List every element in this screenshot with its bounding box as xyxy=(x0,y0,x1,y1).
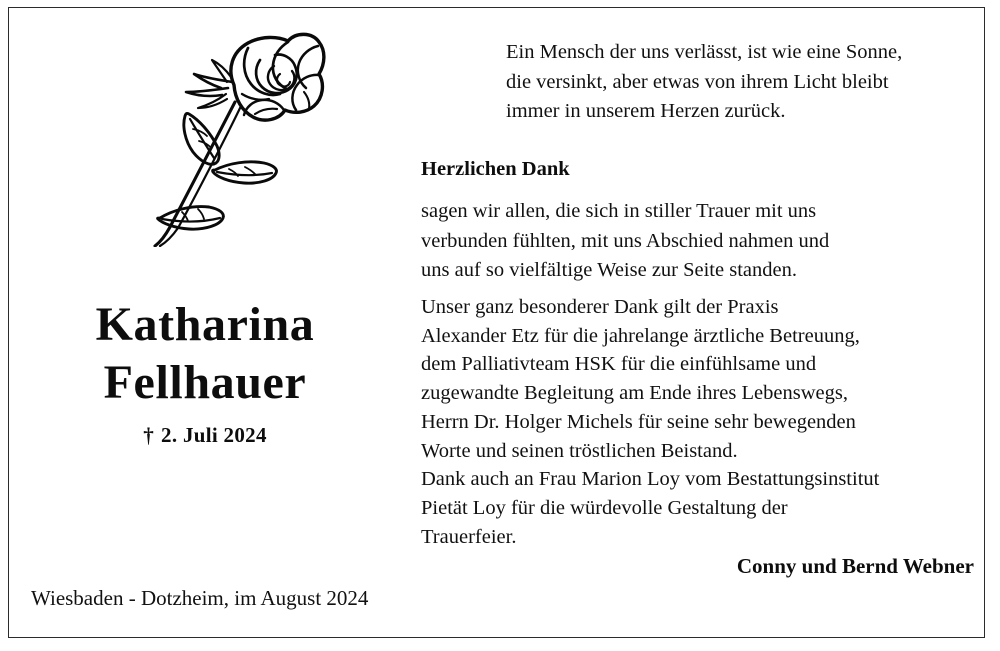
right-column xyxy=(409,8,984,637)
detail-line: Dank auch an Frau Marion Loy vom Bestattungsinstitut xyxy=(421,468,880,491)
rose-flower-icon xyxy=(114,22,329,247)
quote-line: Ein Mensch der uns verlässt, ist wie eine Sonne, xyxy=(506,41,903,63)
detail-line: Trauerfeier. xyxy=(421,525,517,548)
detail-line: Worte und seinen tröstlichen Beistand. xyxy=(421,439,738,462)
place-and-date: Wiesbaden - Dotzheim, im August 2024 xyxy=(31,586,369,610)
deceased-first-name: Katharina xyxy=(95,298,315,351)
left-column xyxy=(9,8,409,637)
signature-line: Conny und Bernd Webner xyxy=(736,554,974,578)
detail-line: Pietät Loy für die würdevolle Gestaltung der xyxy=(421,496,788,519)
detail-line: Alexander Etz für die jahrelange ärztliche Betreuung, xyxy=(421,324,860,347)
memorial-quote xyxy=(506,38,985,127)
thanks-line: verbunden fühlten, mit uns Abschied nahmen und xyxy=(421,229,830,252)
deceased-name-block xyxy=(9,296,401,448)
detail-line: dem Palliativteam HSK für die einfühlsame und xyxy=(421,353,817,376)
death-date-value: 2. Juli 2024 xyxy=(161,423,267,447)
death-date-line xyxy=(9,423,401,448)
quote-line: immer in unserem Herzen zurück. xyxy=(506,100,786,122)
detailed-thanks-paragraph xyxy=(421,293,966,551)
quote-line: die versinkt, aber etwas von ihrem Licht bleibt xyxy=(506,70,889,93)
detail-line: zugewandte Begleitung am Ende ihres Lebenswegs, xyxy=(421,382,848,405)
obituary-notice-card xyxy=(8,7,985,638)
thanks-paragraph xyxy=(421,197,941,286)
detail-line: Unser ganz besonderer Dank gilt der Praxis xyxy=(421,296,779,318)
thanks-line: uns auf so vielfältige Weise zur Seite standen. xyxy=(421,259,797,281)
detail-line: Herrn Dr. Holger Michels für seine sehr bewegenden xyxy=(421,410,856,433)
dagger-icon: † xyxy=(143,423,155,447)
deceased-last-name: Fellhauer xyxy=(103,356,307,409)
thanks-heading: Herzlichen Dank xyxy=(421,158,570,180)
thanks-line: sagen wir allen, die sich in stiller Trauer mit uns xyxy=(421,200,817,222)
